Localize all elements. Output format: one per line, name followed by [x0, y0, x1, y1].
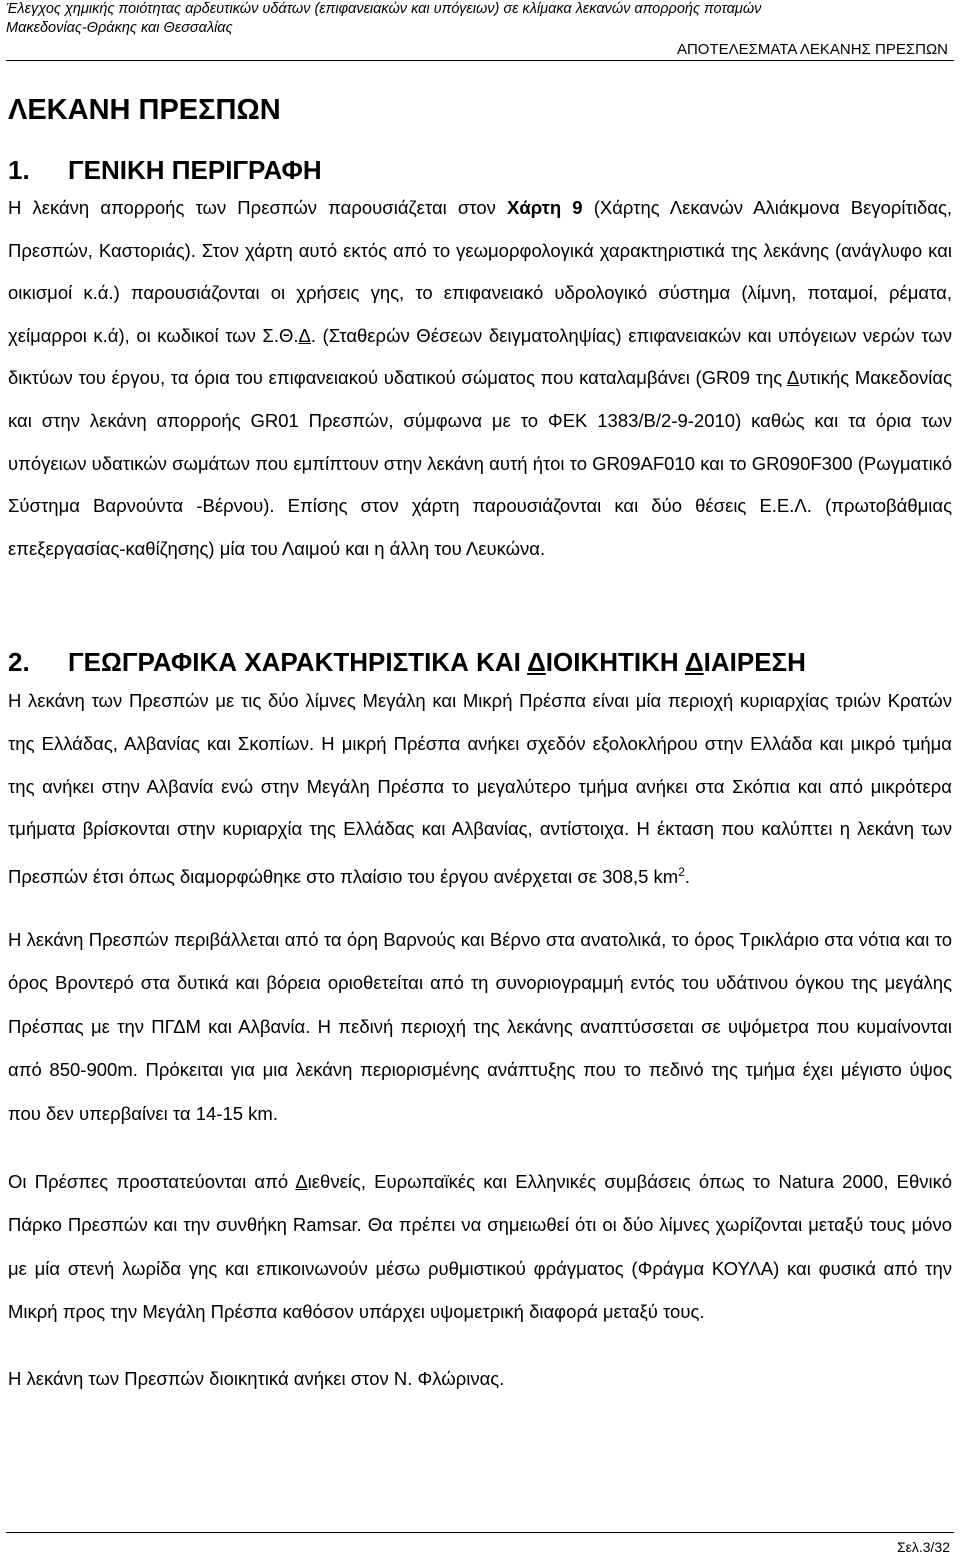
section-2-paragraph-1: Η λεκάνη των Πρεσπών με τις δύο λίμνες Μεγάλη και Μικρή Πρέσπα είναι μία περιοχή κυριαρχίας τριών Κρατών της Ελλάδας, Αλβανίας και Σκοπίων. Η μικρή Πρέσπα ανήκει σχεδόν εξολοκλήρου στην Ελλάδα και μικρό τμήμα της ανήκει στην Αλβανία ενώ στην Μεγάλη Πρέσπα το μεγαλύτερο τμήμα ανήκει στα Σκόπια και από μικρότερα τμήματα βρίσκονται στην κυριαρχία της Ελλάδας και Αλβανίας, αντίστοιχα. Η έκταση που καλύπτει η λεκάνη των Πρεσπών έτσι όπως διαμορφώθηκε στο πλαίσιο του έργου ανέρχεται σε 308,5 $km^2$. [8, 690, 952, 888]
section-1-paragraph: Η λεκάνη απορροής των Πρεσπών παρουσιάζεται στον Χάρτη 9 (Χάρτης Λεκανών Αλιάκμονα Βεγορίτιδας, Πρεσπών, Καστοριάς). Στον χάρτη αυτό εκτός από το γεωμορφολογικά χαρακτηριστικά της λεκάνης (ανάγλυφο και οικισμοί κ.ά.) παρουσιάζονται οι χρήσεις γης, το επιφανειακό υδρολογικό σύστημα (λίμνη, ποταμοί, ρέματα, χείμαρροι κ.ά), οι κωδικοί των Σ.Θ.Δ. (Σταθερών Θέσεων δειγματοληψίας) επιφανειακών και υπόγειων νερών των δικτύων του έργου, τα όρια του επιφανειακού υδατικού σώματος που καταλαμβάνει (GR09 της Δυτικής Μακεδονίας και στην λεκάνη απορροής GR01 Πρεσπών, σύμφωνα με το ΦΕΚ 1383/Β/2-9-2010) καθώς και τα όρια των υπόγειων υδατικών σωμάτων που εμπίπτουν στην λεκάνη αυτή ήτοι το GR09AF010 και το GR090F300 (Ρωγματικό Σύστημα Βαρνούντα -Βέρνου). Επίσης στον χάρτη παρουσιάζονται και δύο θέσεις Ε.Ε.Λ. (πρωτοβάθμιας επεξεργασίας-καθίζησης) μία του Λαιμού και η άλλη του Λευκώνα. [8, 197, 953, 559]
section-1-heading [8, 153, 322, 187]
page-number: Σελ.3/32 [896, 1539, 950, 1555]
section-2-paragraph-2: Η λεκάνη Πρεσπών περιβάλλεται από τα όρη Βαρνούς και Βέρνο στα ανατολικά, το όρος Τρικλάριο στα νότια και το όρος Βροντερό στα δυτικά και βόρεια οριοθετείται από τη συνοριογραμμή εντός του υδάτινου όγκου της μεγάλης Πρέσπας με την ΠΓΔΜ και Αλβανία. Η πεδινή περιοχή της λεκάνης αναπτύσσεται σε υψόμετρα που κυμαίνονται από 850-900m. Πρόκειται για μια λεκάνη περιορισμένης ανάπτυξης που το πεδινό της τμήμα έχει μέγιστο ύψος που δεν υπερβαίνει τα 14-15 km. [8, 929, 952, 1124]
header-divider [6, 60, 954, 61]
superscript-2: 2 [678, 865, 685, 880]
section-1-title: ΓΕΝΙΚΗ ΠΕΡΙΓΡΑΦΗ [68, 155, 322, 185]
section-2-heading: 2. ΓΕΩΓΡΑΦΙΚΑ ΧΑΡΑΚΤΗΡΙΣΤΙΚΑ ΚΑΙ ΔΙΟΙΚΗΤΙΚΗ ΔΙΑΙΡΕΣΗ [8, 647, 806, 677]
map-reference: Χάρτη 9 [507, 197, 583, 218]
running-header-line1: Έλεγχος χημικής ποιότητας αρδευτικών υδάτων (επιφανειακών και υπόγειων) σε κλίμακα λεκανών απορροής ποταμών [6, 1, 762, 17]
footer-divider [6, 1532, 954, 1533]
section-1-number: 1. [8, 155, 30, 185]
section-2-paragraph-4: Η λεκάνη των Πρεσπών διοικητικά ανήκει στον Ν. Φλώρινας. [8, 1368, 505, 1389]
running-header-title [6, 0, 956, 38]
running-header-line2: Μακεδονίας-Θράκης και Θεσσαλίας [6, 20, 233, 36]
section-2-number: 2. [8, 647, 30, 677]
section-2-paragraph-3: Οι Πρέσπες προστατεύονται από Διεθνείς, Ευρωπαϊκές και Ελληνικές συμβάσεις όπως το Natura 2000, Εθνικό Πάρκο Πρεσπών και την συνθήκη Ramsar. Θα πρέπει να σημειωθεί ότι οι δύο λίμνες χωρίζονται μεταξύ τους μόνο με μία στενή λωρίδα γης και επικοινωνούν μέσω ρυθμιστικού φράγματος (Φράγμα ΚΟΥΛΑ) και φυσικά από την Μικρή προς την Μεγάλη Πρέσπα καθόσον υπάρχει υψομετρική διαφορά μεταξύ τους. [8, 1171, 952, 1323]
document-title: ΛΕΚΑΝΗ ΠΡΕΣΠΩΝ [8, 94, 281, 126]
running-header-section: ΑΠΟΤΕΛΕΣΜΑΤΑ ΛΕΚΑΝΗΣ ΠΡΕΣΠΩΝ [676, 41, 948, 58]
